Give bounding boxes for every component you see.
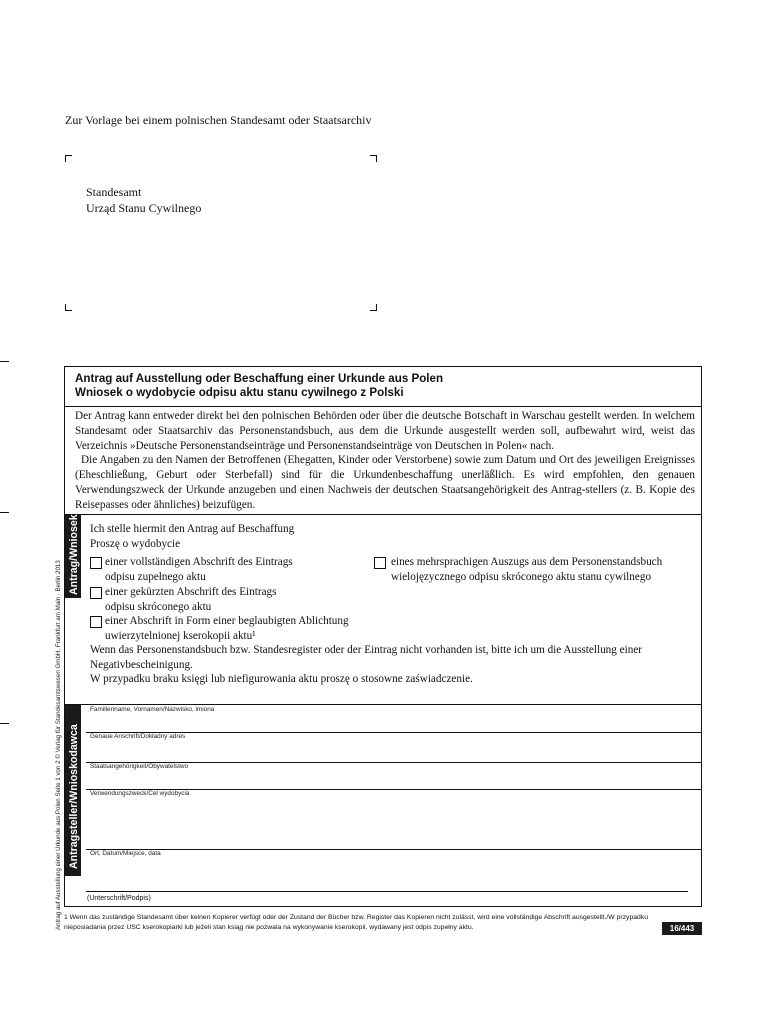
fold-mark	[0, 361, 9, 362]
antrag-side-label: Antrag/Wniosek	[68, 514, 80, 595]
intro-text: Zur Vorlage bei einem polnischen Standesamt oder Staatsarchiv	[65, 113, 372, 127]
application-form	[64, 366, 702, 907]
side-credit-text: Antrag auf Ausstellung einer Urkunde aus Polen Seite 1 von 2 © Verlag für Standesamtswesen GmbH, Frankfurt am Main · Berlin 2013	[55, 560, 62, 930]
antrag-line-pl: Proszę o wydobycie	[90, 537, 181, 550]
option-label-pl: uwierzytelnionej kserokopii aktu¹	[105, 630, 256, 642]
negative-de: Wenn das Personenstandsbuch bzw. Standesregister oder der Eintrag nicht vorhanden ist, bitte ich um die Ausstellung einer Negativbescheinigung.	[90, 644, 643, 671]
signature-line[interactable]	[86, 891, 688, 892]
field-label: Verwendungszweck/Cel wydobycia	[90, 790, 190, 797]
address-block	[86, 184, 201, 216]
antrag-intro	[90, 522, 695, 551]
antrag-sidebar	[65, 515, 81, 598]
option-label-de: eines mehrsprachigen Auszugs aus dem Personenstandsbuch	[391, 556, 663, 568]
description-paragraph: Die Angaben zu den Namen der Betroffenen (Ehegatten, Kinder oder Verstorbene) sowie zum Datum und Ort des jeweiligen Ereignisses (Eheschließung, Geburt oder Sterbefall) sind für die Urkundenbeschaffung unerläßlich. Es wird empfohlen, den genauen Verwendungszweck der Urkunde anzugeben und einen Nachweis der deutschen Staatsangehörigkeit des Antrag-stellers (z. B. Kopie des Reisepasses oder ähnliches) beizufügen.	[75, 454, 695, 511]
form-title-pl: Wniosek o wydobycie odpisu aktu stanu cywilnego z Polski	[75, 386, 404, 399]
signature-label: (Unterschrift/Podpis)	[87, 895, 151, 902]
fold-mark	[0, 512, 9, 513]
field-label: Familienname, Vornamen/Nazwisko, imiona	[90, 706, 215, 713]
description-paragraph: Der Antrag kann entweder direkt bei den polnischen Behörden oder über die deutsche Botschaft in Warschau gestellt werden. In welchem Standesamt oder Staatsarchiv das Personenstandsbuch, aus dem die Urkunde ausgestellt werden soll, aufbewahrt wird, weist das Verzeichnis »Deutsche Personenstandseinträge und Personenstandseinträge von Deutschen in Polen« nach.	[75, 410, 695, 452]
antragsteller-sidebar	[65, 705, 81, 876]
option-multilingual-checkbox[interactable]	[374, 557, 386, 569]
option-label-de: einer gekürzten Abschrift des Eintrags	[105, 586, 277, 598]
option-full-copy-checkbox[interactable]	[90, 557, 102, 569]
negative-certificate-text	[90, 643, 695, 687]
footnote: 1 Wenn das zuständige Standesamt über keinen Kopierer verfügt oder der Zustand der Bücher bzw. Register das Kopieren nicht zulässt, wird eine vollständige Abschrift ausgestellt./W przypadku nieposiadania przez USC kserokopiarki lub jeżeli stan ksiąg nie pozwala na wykonywanie kserokopii, wydawany jest odpis zupełny aktu.	[64, 914, 648, 931]
option-label-pl: odpisu zupełnego aktu	[105, 571, 206, 583]
field-label: Staatsangehörigkeit/Obywatelstwo	[90, 763, 189, 770]
option-label-pl: wielojęzycznego odpisu skróconego aktu stanu cywilnego	[391, 571, 652, 583]
antragsteller-section	[65, 704, 701, 908]
antrag-line-de: Ich stelle hiermit den Antrag auf Beschaffung	[90, 523, 295, 535]
field-place-date[interactable]	[86, 849, 701, 907]
option-label-pl: odpisu skróconego aktu	[105, 601, 212, 613]
address-line-1: Standesamt	[86, 185, 142, 199]
field-label: Genaue Anschrift/Dokładny adres	[90, 733, 186, 740]
option-short-copy-checkbox[interactable]	[90, 587, 102, 599]
antrag-section	[65, 514, 701, 704]
option-label-de: einer Abschrift in Form einer beglaubigten Ablichtung	[105, 615, 349, 627]
address-line-2: Urząd Stanu Cywilnego	[86, 201, 202, 215]
form-number-badge: 16/443	[662, 922, 702, 935]
option-full-copy[interactable]	[90, 555, 370, 585]
fold-mark	[0, 723, 9, 724]
field-label: Ort, Datum/Miejsce, data	[90, 850, 161, 857]
form-description	[75, 409, 695, 513]
field-name[interactable]	[86, 705, 701, 733]
form-title-de: Antrag auf Ausstellung oder Beschaffung einer Urkunde aus Polen	[75, 372, 444, 385]
field-address[interactable]	[86, 732, 701, 763]
field-purpose[interactable]	[86, 789, 701, 850]
option-multilingual-extract[interactable]	[374, 555, 699, 585]
form-title-block	[65, 367, 701, 407]
address-window-corner-top-left	[65, 155, 72, 162]
negative-pl: W przypadku braku księgi lub niefigurowania aktu proszę o stosowne zaświadczenie.	[90, 673, 473, 685]
option-certified-copy-checkbox[interactable]	[90, 616, 102, 628]
address-window-corner-top-right	[370, 155, 377, 162]
address-window-corner-bottom-right	[370, 304, 377, 311]
option-certified-copy[interactable]	[90, 614, 390, 644]
option-short-copy[interactable]	[90, 585, 370, 615]
option-label-de: einer vollständigen Abschrift des Eintrags	[105, 556, 293, 568]
field-citizenship[interactable]	[86, 762, 701, 790]
antragsteller-side-label: Antragsteller/Wnioskodawca	[68, 724, 80, 869]
address-window-corner-bottom-left	[65, 304, 72, 311]
